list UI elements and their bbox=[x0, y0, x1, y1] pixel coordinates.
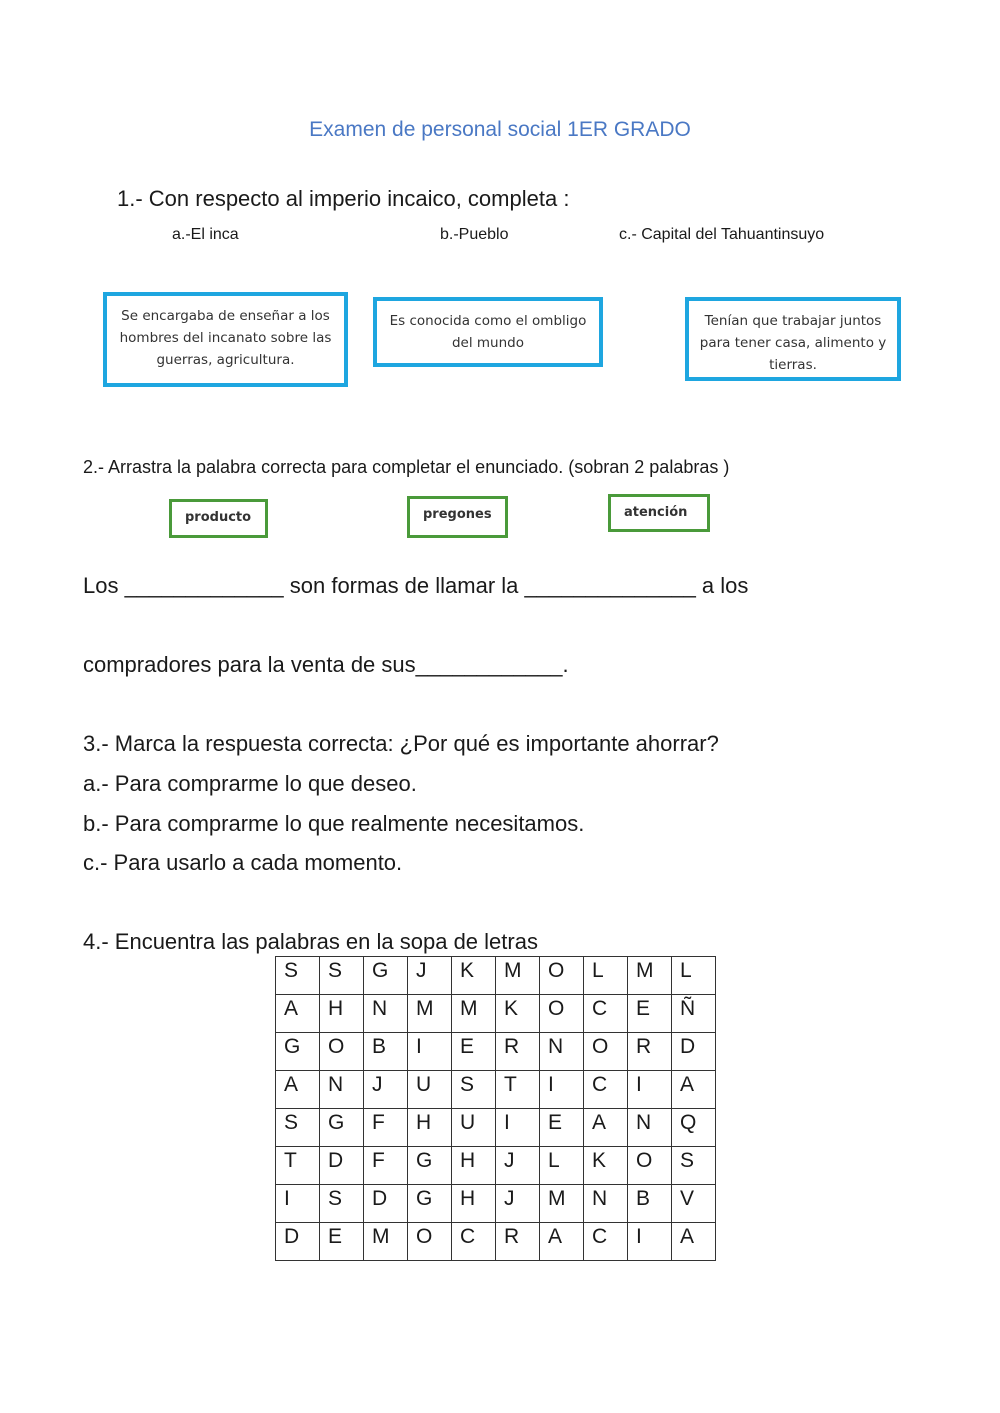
word-chip-atencion[interactable]: atención bbox=[608, 494, 710, 532]
grid-row bbox=[276, 1185, 716, 1223]
question-4-heading: 4.- Encuentra las palabras en la sopa de letras bbox=[83, 929, 538, 954]
grid-cell[interactable]: V bbox=[672, 1185, 716, 1223]
grid-cell[interactable]: R bbox=[496, 1033, 540, 1071]
grid-cell[interactable]: M bbox=[452, 995, 496, 1033]
grid-cell[interactable]: G bbox=[320, 1109, 364, 1147]
grid-cell[interactable]: D bbox=[672, 1033, 716, 1071]
grid-cell[interactable]: F bbox=[364, 1147, 408, 1185]
drop-box-1[interactable]: Se encargaba de enseñar a los hombres del incanato sobre las guerras, agricultura. bbox=[103, 292, 348, 387]
grid-cell[interactable]: B bbox=[364, 1033, 408, 1071]
grid-row bbox=[276, 1071, 716, 1109]
word-chip-producto[interactable]: producto bbox=[169, 499, 268, 538]
grid-cell[interactable]: D bbox=[276, 1223, 320, 1261]
answer-option-b[interactable]: b.- Para comprarme lo que realmente necesitamos. bbox=[83, 811, 585, 836]
grid-cell[interactable]: A bbox=[672, 1223, 716, 1261]
grid-cell[interactable]: E bbox=[540, 1109, 584, 1147]
grid-cell[interactable]: S bbox=[276, 1109, 320, 1147]
grid-cell[interactable]: J bbox=[364, 1071, 408, 1109]
grid-cell[interactable]: C bbox=[584, 995, 628, 1033]
grid-cell[interactable]: S bbox=[672, 1147, 716, 1185]
grid-cell[interactable]: M bbox=[540, 1185, 584, 1223]
grid-cell[interactable]: C bbox=[584, 1071, 628, 1109]
grid-cell[interactable]: S bbox=[276, 957, 320, 995]
grid-cell[interactable]: D bbox=[364, 1185, 408, 1223]
page-title: Examen de personal social 1ER GRADO bbox=[309, 118, 691, 141]
grid-cell[interactable]: F bbox=[364, 1109, 408, 1147]
answer-option-c[interactable]: c.- Para usarlo a cada momento. bbox=[83, 850, 403, 875]
grid-cell[interactable]: J bbox=[408, 957, 452, 995]
grid-cell[interactable]: O bbox=[540, 957, 584, 995]
grid-cell[interactable]: E bbox=[452, 1033, 496, 1071]
grid-cell[interactable]: L bbox=[540, 1147, 584, 1185]
answer-option-a[interactable]: a.- Para comprarme lo que deseo. bbox=[83, 771, 417, 796]
grid-cell[interactable]: M bbox=[628, 957, 672, 995]
grid-cell[interactable]: O bbox=[628, 1147, 672, 1185]
grid-cell[interactable]: G bbox=[408, 1147, 452, 1185]
grid-cell[interactable]: C bbox=[452, 1223, 496, 1261]
grid-cell[interactable]: M bbox=[364, 1223, 408, 1261]
grid-cell[interactable]: E bbox=[628, 995, 672, 1033]
grid-cell[interactable]: L bbox=[584, 957, 628, 995]
grid-cell[interactable]: U bbox=[452, 1109, 496, 1147]
drop-box-2[interactable]: Es conocida como el ombligo del mundo bbox=[373, 297, 603, 367]
grid-cell[interactable]: C bbox=[584, 1223, 628, 1261]
grid-cell[interactable]: S bbox=[320, 957, 364, 995]
grid-cell[interactable]: Ñ bbox=[672, 995, 716, 1033]
grid-cell[interactable]: I bbox=[276, 1185, 320, 1223]
grid-cell[interactable]: O bbox=[540, 995, 584, 1033]
grid-cell[interactable]: E bbox=[320, 1223, 364, 1261]
grid-cell[interactable]: M bbox=[496, 957, 540, 995]
grid-cell[interactable]: N bbox=[540, 1033, 584, 1071]
grid-cell[interactable]: N bbox=[584, 1185, 628, 1223]
question-1-heading: 1.- Con respecto al imperio incaico, completa : bbox=[117, 186, 570, 211]
grid-cell[interactable]: A bbox=[584, 1109, 628, 1147]
sentence-line-2: compradores para la venta de sus____________. bbox=[83, 652, 569, 677]
grid-cell[interactable]: B bbox=[628, 1185, 672, 1223]
grid-cell[interactable]: I bbox=[540, 1071, 584, 1109]
grid-row bbox=[276, 1033, 716, 1071]
grid-cell[interactable]: H bbox=[452, 1185, 496, 1223]
grid-cell[interactable]: K bbox=[452, 957, 496, 995]
grid-cell[interactable]: O bbox=[584, 1033, 628, 1071]
grid-cell[interactable]: N bbox=[628, 1109, 672, 1147]
grid-cell[interactable]: O bbox=[408, 1223, 452, 1261]
grid-cell[interactable]: A bbox=[276, 1071, 320, 1109]
grid-cell[interactable]: H bbox=[320, 995, 364, 1033]
grid-cell[interactable]: M bbox=[408, 995, 452, 1033]
grid-cell[interactable]: R bbox=[496, 1223, 540, 1261]
grid-cell[interactable]: A bbox=[540, 1223, 584, 1261]
grid-row bbox=[276, 1109, 716, 1147]
grid-cell[interactable]: N bbox=[364, 995, 408, 1033]
grid-cell[interactable]: T bbox=[496, 1071, 540, 1109]
grid-cell[interactable]: D bbox=[320, 1147, 364, 1185]
grid-cell[interactable]: A bbox=[672, 1071, 716, 1109]
question-2-heading: 2.- Arrastra la palabra correcta para completar el enunciado. (sobran 2 palabras ) bbox=[83, 457, 730, 477]
grid-cell[interactable]: O bbox=[320, 1033, 364, 1071]
word-search-grid bbox=[275, 956, 716, 1261]
grid-cell[interactable]: R bbox=[628, 1033, 672, 1071]
question-3-heading: 3.- Marca la respuesta correcta: ¿Por qué es importante ahorrar? bbox=[83, 731, 719, 756]
grid-cell[interactable]: H bbox=[408, 1109, 452, 1147]
grid-cell[interactable]: I bbox=[628, 1071, 672, 1109]
grid-cell[interactable]: I bbox=[408, 1033, 452, 1071]
option-capital: c.- Capital del Tahuantinsuyo bbox=[619, 226, 825, 243]
grid-cell[interactable]: G bbox=[408, 1185, 452, 1223]
grid-cell[interactable]: S bbox=[320, 1185, 364, 1223]
sentence-line-1: Los _____________ son formas de llamar la ______________ a los bbox=[83, 573, 749, 598]
grid-cell[interactable]: Q bbox=[672, 1109, 716, 1147]
option-pueblo: b.-Pueblo bbox=[440, 226, 509, 243]
option-inca: a.-El inca bbox=[172, 226, 239, 243]
grid-row bbox=[276, 1223, 716, 1261]
grid-cell[interactable]: U bbox=[408, 1071, 452, 1109]
grid-cell[interactable]: J bbox=[496, 1147, 540, 1185]
grid-cell[interactable]: I bbox=[628, 1223, 672, 1261]
grid-cell[interactable]: S bbox=[452, 1071, 496, 1109]
grid-cell[interactable]: G bbox=[276, 1033, 320, 1071]
grid-cell[interactable]: H bbox=[452, 1147, 496, 1185]
grid-cell[interactable]: K bbox=[496, 995, 540, 1033]
grid-cell[interactable]: N bbox=[320, 1071, 364, 1109]
grid-cell[interactable]: T bbox=[276, 1147, 320, 1185]
grid-row bbox=[276, 957, 716, 995]
grid-row bbox=[276, 995, 716, 1033]
grid-cell[interactable]: K bbox=[584, 1147, 628, 1185]
grid-cell[interactable]: J bbox=[496, 1185, 540, 1223]
grid-row bbox=[276, 1147, 716, 1185]
grid-cell[interactable]: I bbox=[496, 1109, 540, 1147]
grid-cell[interactable]: G bbox=[364, 957, 408, 995]
word-chip-pregones[interactable]: pregones bbox=[407, 496, 508, 538]
grid-cell[interactable]: A bbox=[276, 995, 320, 1033]
drop-box-3[interactable]: Tenían que trabajar juntos para tener casa, alimento y tierras. bbox=[685, 297, 901, 381]
grid-cell[interactable]: L bbox=[672, 957, 716, 995]
